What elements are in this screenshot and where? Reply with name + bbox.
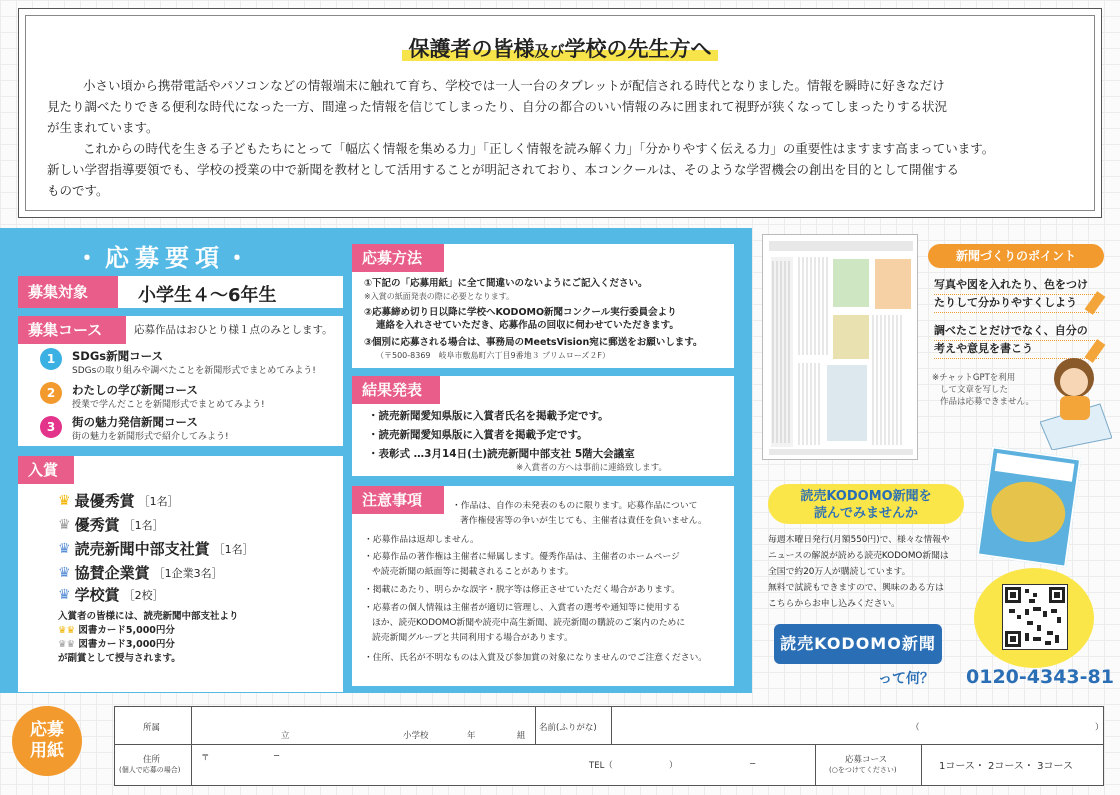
guardians-paragraph-1-line-3: が生まれています。 <box>47 120 159 135</box>
form-col-divider <box>535 707 536 744</box>
guardians-paragraph-1-line-1: 小さい頃から携帯電話やパソコンなどの情報端末に触れて育ち、学校では一人一台のタブレットが配信される時代となりました。情報を瞬時に好きなだけ <box>83 78 945 93</box>
method-item-2a: ②応募締め切り日以降に学校へKODOMO新聞コンクール実行委員会より <box>364 307 677 318</box>
guidelines-title: ・応募要項・ <box>75 244 255 272</box>
address-label: 住所 <box>143 755 161 765</box>
notes-item-5: ・住所、氏名が不明なものは入賞及び参加賞の対象になりませんのでご注意ください。 <box>364 653 708 663</box>
target-value: 小学生４～6年生 <box>138 285 277 306</box>
award-note-line: 図書カード3,000円分 <box>78 639 175 650</box>
kodomo-desc-line: 無料で試読もできますので、興味のある方は <box>768 583 944 593</box>
method-item-2b: 連絡を入れさせていただき、応募作品の回収に伺わせていただきます。 <box>376 320 679 331</box>
result-item-1: ・読売新聞愛知県版に入賞者氏名を掲載予定です。 <box>368 410 609 422</box>
chatgpt-note-line: して文章を写した <box>940 385 1009 395</box>
name-field[interactable] <box>613 708 1103 743</box>
crown-icon: ♛ <box>58 516 71 533</box>
kodomo-bubble-line-2: 読んでみませんか <box>813 506 918 521</box>
school-label: 所属 <box>143 723 161 733</box>
award-label: 入賞 <box>18 456 74 484</box>
award-name: 優秀賞 <box>74 516 120 534</box>
point-1-line-2: たりして分かりやすくしよう <box>934 294 1099 313</box>
kodomo-logo: 読売KODOMO新聞 <box>774 624 942 664</box>
title-main: 保護者の皆様 <box>408 37 535 61</box>
title-tail: 学校の先生方へ <box>564 37 712 61</box>
award-row-excellence <box>58 514 164 535</box>
notes-item-4c: 読売新聞グループと共同利用する場合があります。 <box>372 633 573 643</box>
award-note <box>58 610 239 666</box>
notes-item-0a: ・作品は、自作の未発表のものに限ります。応募作品について <box>452 501 698 511</box>
award-name: 学校賞 <box>74 586 120 604</box>
year-suffix: 年 <box>467 731 476 741</box>
kodomo-invite-bubble <box>768 484 964 524</box>
course-3-desc: 街の魅力を新聞形式で紹介してみよう! <box>72 432 229 442</box>
points-title: 新聞づくりのポイント <box>928 244 1104 268</box>
kodomo-desc-line: こちらからお申し込みください。 <box>768 599 900 609</box>
point-2-line-1: 調べたことだけでなく、自分の <box>934 322 1099 341</box>
guardians-paragraph-1-line-2: 見たり調べたりできる便利な時代になった一方、間違った情報を信じてしまったり、自分の都合のいい情報のみに囲まれて視野が狭くなってしまったりする状況 <box>47 99 948 114</box>
crown-icon: ♛ <box>58 564 71 581</box>
name-label: 名前(ふりがな) <box>539 723 597 733</box>
target-label: 募集対象 <box>18 276 118 308</box>
method-item-1: ①下記の「応募用紙」に全て間違いのないようにご記入ください。 <box>364 278 648 289</box>
course-1-title: SDGs新聞コース <box>72 349 164 363</box>
kodomo-desc-line: 毎週木曜日発行(月額550円)で、様々な情報や <box>768 535 950 545</box>
result-item-2: ・読売新聞愛知県版に入賞者を掲載予定です。 <box>368 429 588 441</box>
notes-item-1: ・応募作品は返却しません。 <box>364 535 479 545</box>
school-suffix: 小学校 <box>403 731 429 741</box>
badge-line-2: 用紙 <box>30 741 64 761</box>
guardians-paragraph-2-line-3: ものです。 <box>47 183 109 198</box>
guardians-paragraph-2-line-1: これからの時代を生きる子どもたちにとって「幅広く情報を集める力」「正しく情報を読み解く力」「分かりやすく伝える力」の重要性はますます高まっています。 <box>83 141 995 156</box>
award-name: 協賛企業賞 <box>74 564 150 582</box>
course-2-badge: 2 <box>40 382 62 404</box>
crown-icon: ♛ <box>58 492 71 509</box>
notes-item-0b: 著作権侵害等の争いが生じても、主催者は責任を負いません。 <box>460 516 707 526</box>
crown-icon: ♛ <box>58 540 71 557</box>
notes-item-3: ・掲載にあたり、明らかな誤字・脱字等は修正させていただく場合があります。 <box>364 585 680 595</box>
result-item-3-sub: ※入賞者の方へは事前に連絡致します。 <box>516 463 667 473</box>
guardians-paragraph-2-line-2: 新しい学習指導要領でも、学校の授業の中で新聞を教材として活用することが明記されており、本コンクールは、そのような学習機会の創出を目的として開催する <box>47 162 960 177</box>
point-1-line-1: 写真や図を入れたり、色をつけ <box>934 276 1099 295</box>
method-item-3: ③個別に応募される場合は、事務局のMeetsVision宛に郵送をお願いします。 <box>364 337 703 348</box>
course-1-badge: 1 <box>40 348 62 370</box>
award-count: ［1名］ <box>123 518 164 532</box>
postal-dash: − <box>273 751 281 761</box>
form-col-divider <box>815 744 816 785</box>
child-writing-illustration <box>1040 352 1112 450</box>
award-name: 最優秀賞 <box>74 492 135 510</box>
furigana-paren-open: （ <box>911 723 920 733</box>
address-field[interactable] <box>193 745 813 785</box>
sample-newspaper-image <box>762 234 918 460</box>
award-row-yomiuri <box>58 538 254 559</box>
school-field[interactable] <box>193 708 533 743</box>
course-note: 応募作品はおひとり様１点のみとします。 <box>134 324 333 336</box>
crown-icon: ♛ <box>58 586 71 603</box>
course-2-desc: 授業で学んだことを新聞形式でまとめてみよう! <box>72 400 265 410</box>
award-note-line: が副賞として授与されます。 <box>58 653 181 664</box>
course-select-sub: (○をつけてください) <box>829 766 897 774</box>
qr-code-icon[interactable] <box>1002 584 1068 650</box>
furigana-paren-close: ） <box>1095 723 1104 733</box>
sample-newspaper-graphic <box>763 235 918 460</box>
form-col-divider <box>921 744 922 785</box>
chatgpt-note-line: ※チャットGPTを利用 <box>932 373 1016 383</box>
application-form-table <box>114 706 1104 786</box>
award-note-line: 入賞者の皆様には、読売新聞中部支社より <box>58 611 239 622</box>
notes-item-4a: ・応募者の個人情報は主催者が適切に管理し、入賞者の選考や通知等に使用する <box>364 603 681 613</box>
notes-item-2b: や読売新聞の紙面等に掲載されることがあります。 <box>372 567 574 577</box>
form-col-divider <box>611 707 612 744</box>
crown-icon: ♛♛ <box>58 639 76 650</box>
course-label: 募集コース <box>18 316 126 344</box>
form-col-divider <box>191 707 192 785</box>
method-item-3-sub: （〒500-8369 岐阜市敷島町六丁目9番地３ プリムローズ２F） <box>376 351 611 360</box>
kodomo-description <box>768 532 978 612</box>
award-count: ［1名］ <box>138 494 179 508</box>
notes-item-2a: ・応募作品の著作権は主催者に帰属します。優秀作品は、主催者のホームページ <box>364 552 680 562</box>
kodomo-question: って何？ <box>878 671 934 687</box>
postal-mark: 〒 <box>201 753 210 763</box>
award-name: 読売新聞中部支社賞 <box>74 540 210 558</box>
tel-paren-close: ） <box>669 761 678 771</box>
phone-number[interactable]: 0120-4343-81 <box>966 666 1114 688</box>
kodomo-newspaper-cover-image <box>977 446 1081 567</box>
badge-line-1: 応募 <box>30 720 64 740</box>
course-2-title: わたしの学び新聞コース <box>72 383 198 397</box>
tel-label: TEL（ <box>589 761 613 771</box>
award-note-line: 図書カード5,000円分 <box>78 625 175 636</box>
title-and: 及び <box>534 42 565 60</box>
address-sub-label: (個人で応募の場合) <box>119 766 181 774</box>
notes-item-4b: ほか、読売KODOMO新聞や読売中高生新聞、読売新聞の購読のご案内のために <box>372 618 686 628</box>
award-count: ［2校］ <box>123 588 164 602</box>
method-item-1-sub: ※入賞の紙面発表の際に必要となります。 <box>364 292 515 301</box>
crown-icon: ♛♛ <box>58 625 76 636</box>
result-label: 結果発表 <box>352 376 440 404</box>
award-count: ［1企業3名］ <box>153 566 223 580</box>
application-form-badge <box>12 706 82 776</box>
course-select-label: 応募コース <box>845 755 888 765</box>
course-1-desc: SDGsの取り組みや調べたことを新聞形式でまとめてみよう! <box>72 366 316 376</box>
course-options[interactable]: 1コース・ 2コース・ 3コース <box>939 761 1073 772</box>
award-row-school <box>58 584 164 605</box>
method-label: 応募方法 <box>352 244 444 272</box>
award-row-grand-prize <box>58 490 179 511</box>
course-3-title: 街の魅力発信新聞コース <box>72 415 198 429</box>
kodomo-desc-line: ニュースの解説が読める読売KODOMO新聞は <box>768 551 949 561</box>
guardians-notice <box>18 8 1102 218</box>
chatgpt-note <box>932 372 1034 408</box>
kodomo-desc-line: 全国で約20万人が購読しています。 <box>768 567 911 577</box>
award-count: ［1名］ <box>213 542 254 556</box>
tel-dash: − <box>749 759 757 769</box>
ritsu-label: 立 <box>281 731 290 741</box>
course-3-badge: 3 <box>40 416 62 438</box>
notes-label: 注意事項 <box>352 486 444 514</box>
class-suffix: 組 <box>517 731 526 741</box>
result-item-3: ・表彰式 …3月14日(土)読売新聞中部支社 5階大会議室 <box>368 448 635 460</box>
kodomo-bubble-line-1: 読売KODOMO新聞を <box>800 489 932 504</box>
guardians-title <box>19 33 1101 63</box>
award-row-sponsor <box>58 562 223 583</box>
chatgpt-note-line: 作品は応募できません。 <box>940 397 1035 407</box>
point-2-line-2: 考えや意見を書こう <box>934 340 1099 359</box>
